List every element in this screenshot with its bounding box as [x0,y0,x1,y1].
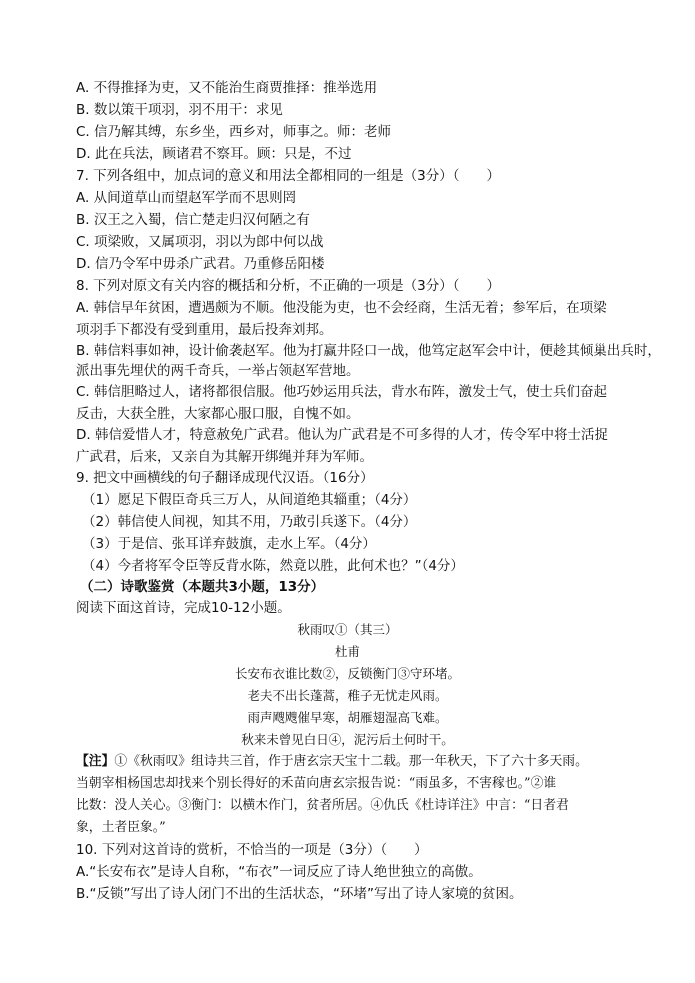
instruction: 阅读下面这首诗，完成10-12小题。 [76,600,291,616]
question-7: 7. 下列各组中，加点词的意义和用法全都相同的一组是（3分）（ ） [76,168,501,184]
option-8b-line2: 派出事先埋伏的两千奇兵，一举占领赵军营地。 [76,363,360,379]
option-7d: D. 信乃令军中毋杀广武君。乃重修岳阳楼 [76,256,325,272]
option-10a: A.“长安布衣”是诗人自称，“布衣”一词反应了诗人绝世独立的高傲。 [76,864,482,880]
option-8a-line1: A. 韩信早年贫困，遭遇颇为不顺。他没能为吏，也不会经商，生活无着；参军后，在项梁 [76,300,607,316]
option-8d-line1: D. 韩信爱惜人才，特意赦免广武君。他认为广武君是不可多得的人才，传令军中将士活捉 [76,427,608,443]
option-8b-line1: B. 韩信料事如神，设计偷袭赵军。他为打赢井陉口一战，他笃定赵军会中计，便趁其倾巢出兵时， [76,343,661,359]
option-6d: D. 此在兵法，顾诸君不察耳。顾：只是，不过 [76,146,352,162]
option-6b: B. 数以策干项羽，羽不用干：求见 [76,102,283,118]
question-9-item-1: （1）愿足下假臣奇兵三万人，从间道绝其辎重；（4分） [82,492,417,508]
note-line-3: 比数：没人关心。③衡门：以横木作门，贫者所居。④仇氏《杜诗详注》中言：“日者君 [76,798,569,813]
poem-line: 雨声飕飕催早寒，胡雁翅湿高飞难。 [247,710,448,725]
option-8c-line2: 反击，大获全胜，大家都心服口服，自愧不如。 [76,406,360,422]
question-8: 8. 下列对原文有关内容的概括和分析，不正确的一项是（3分）（ ） [76,278,501,294]
poem-title: 秋雨叹①（其三） [297,622,398,637]
option-10b: B.“反锁”写出了诗人闭门不出的生活状态，“环堵”写出了诗人家境的贫困。 [76,886,523,902]
note-text: ①《秋雨叹》组诗共三首，作于唐玄宗天宝十二载。那一年秋天，下了六十多天雨。 [114,754,588,769]
note-label: 【注】 [76,754,115,769]
question-9-item-3: （3）于是信、张耳详弃鼓旗，走水上军。（4分） [82,536,376,552]
option-7a: A. 从间道草山而望赵军学而不思则罔 [76,190,297,206]
option-6a: A. 不得推择为吏，又不能治生商贾推择：推举选用 [76,80,378,96]
option-8d-line2: 广武君，后来，又亲自为其解开绑绳并拜为军师。 [76,449,373,465]
option-6c: C. 信乃解其缚，东乡坐，西乡对，师事之。师：老师 [76,124,392,140]
question-10: 10. 下列对这首诗的赏析，不恰当的一项是（3分）（ ） [76,842,428,858]
poem-line: 长安布衣谁比数②，反锁衡门③守环堵。 [234,666,460,681]
poem-line: 老夫不出长蓬蒿，稚子无忧走风雨。 [247,688,448,703]
option-8c-line1: C. 韩信胆略过人，诸将都很信服。他巧妙运用兵法，背水布阵，激发士气，使士兵们奋起 [76,384,608,400]
poem-author: 杜甫 [334,644,360,659]
note-line-1 [76,752,588,772]
section-title: （二）诗歌鉴赏（本题共3小题，13分） [80,579,325,595]
question-9-item-4: （4）今者将军令臣等反背水陈，然竟以胜，此何术也？”（4分） [82,558,464,574]
option-8a-line2: 项羽手下都没有受到重用，最后投奔刘邦。 [76,322,333,338]
option-7b: B. 汉王之入蜀，信亡楚走归汉何陋之有 [76,212,310,228]
question-9: 9. 把文中画横线的句子翻译成现代汉语。（16分） [76,470,374,486]
note-line-4: 象，土者臣象。” [76,820,166,835]
question-9-item-2: （2）韩信使人间视，知其不用，乃敢引兵遂下。（4分） [82,514,417,530]
poem-line: 秋来未曾见白日④，泥污后土何时干。 [241,732,454,747]
note-line-2: 当朝宰相杨国忠却找来个别长得好的禾苗向唐玄宗报告说：“雨虽多，不害稼也。”②谁 [76,776,557,791]
option-7c: C. 项梁败，又属项羽，羽以为郎中何以战 [76,234,324,250]
